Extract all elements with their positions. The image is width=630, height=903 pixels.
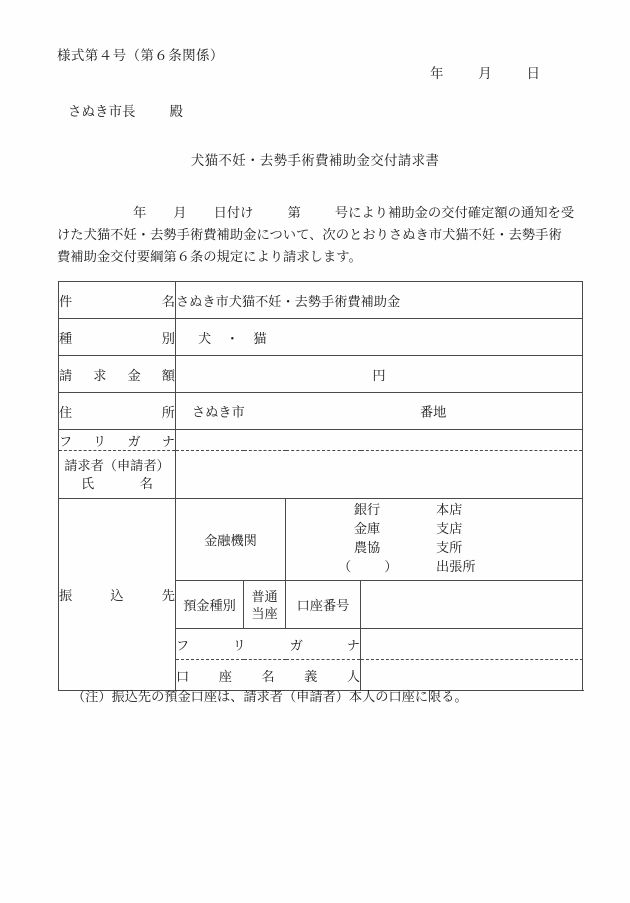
body-number-suffix: 号により補助金の交付確定額の通知を受 <box>334 205 575 220</box>
addressee-name: さぬき市長 <box>68 104 136 119</box>
table-row-address <box>59 393 583 430</box>
body-line-3: 費補助金交付要綱第６条の規定により請求します。 <box>57 249 362 264</box>
kind-value <box>176 319 583 356</box>
applicant-furigana-field[interactable] <box>176 430 583 451</box>
account-holder-label: 口座名義人 <box>176 660 361 691</box>
address-value-field[interactable] <box>176 393 583 430</box>
addressee-line <box>68 100 183 120</box>
bank-type-option-1[interactable]: 金庫 <box>353 521 381 536</box>
account-furigana-field[interactable] <box>361 629 583 660</box>
address-banchi-suffix: 番地 <box>420 404 447 420</box>
deposit-kind-option-toza[interactable]: 当座 <box>251 605 278 621</box>
body-number-prefix: 第 <box>287 205 301 220</box>
kind-option-dog[interactable]: 犬 <box>198 330 212 346</box>
applicant-name-label-line2: 氏名 <box>81 475 153 491</box>
date-year-label: 年 <box>430 66 444 81</box>
applicant-name-label <box>59 451 176 499</box>
transfer-destination-label: 振込先 <box>59 499 176 691</box>
form-number: 様式第４号（第６条関係） <box>57 48 224 63</box>
deposit-kind-option-futsu[interactable]: 普通 <box>251 588 278 604</box>
bank-branch-option-0[interactable]: 本店 <box>436 502 463 517</box>
kind-option-cat[interactable]: 猫 <box>253 330 268 346</box>
account-number-field[interactable] <box>361 581 583 629</box>
applicant-name-field[interactable] <box>176 451 583 499</box>
bank-branch-option-2[interactable]: 支所 <box>436 540 463 555</box>
table-row-applicant-furigana <box>59 430 583 451</box>
bank-type-option-2[interactable]: 農協 <box>353 540 381 555</box>
claim-form-table <box>58 281 583 691</box>
body-month-label: 月 <box>173 205 187 220</box>
table-row-amount <box>59 356 583 393</box>
date-day-label: 日 <box>526 66 540 81</box>
body-paragraph <box>57 202 584 268</box>
addressee-honorific: 殿 <box>169 104 183 119</box>
amount-label: 請求金額 <box>59 356 176 393</box>
subject-value: さぬき市犬猫不妊・去勢手術費補助金 <box>176 282 583 319</box>
kind-separator: ・ <box>225 330 240 346</box>
body-day-label: 日付け <box>213 205 254 220</box>
date-line <box>430 62 540 82</box>
bank-type-option-3[interactable]: （ ） <box>338 559 408 574</box>
body-line-2: けた犬猫不妊・去勢手術費補助金について、次のとおりさぬき市犬猫不妊・去勢手術 <box>57 227 562 242</box>
table-row-applicant-name <box>59 451 583 499</box>
account-number-label: 口座番号 <box>286 581 361 629</box>
table-row-subject <box>59 282 583 319</box>
bank-institution-field[interactable] <box>286 499 583 581</box>
applicant-furigana-label: フリガナ <box>59 430 176 451</box>
table-row-kind <box>59 319 583 356</box>
document-title: 犬猫不妊・去勢手術費補助金交付請求書 <box>190 153 440 168</box>
bank-branch-option-1[interactable]: 支店 <box>436 521 463 536</box>
kind-label: 種別 <box>59 319 176 356</box>
amount-unit: 円 <box>372 367 386 383</box>
bank-branch-options <box>436 500 498 576</box>
body-year-label: 年 <box>133 205 147 220</box>
deposit-kind-options <box>244 581 286 629</box>
address-label: 住所 <box>59 393 176 430</box>
applicant-name-label-line1: 請求者（申請者） <box>64 457 170 473</box>
amount-value-field[interactable] <box>176 356 583 393</box>
subject-label: 件名 <box>59 282 176 319</box>
bank-institution-label: 金融機関 <box>176 499 286 581</box>
address-city-prefix: さぬき市 <box>192 404 245 420</box>
account-furigana-label: フリガナ <box>176 629 361 660</box>
deposit-type-label: 預金種別 <box>176 581 244 629</box>
bank-branch-option-3[interactable]: 出張所 <box>436 559 476 574</box>
date-month-label: 月 <box>478 66 492 81</box>
table-row-bank-institution <box>59 499 583 581</box>
bank-type-option-0[interactable]: 銀行 <box>353 502 381 517</box>
form-note: （注）振込先の預金口座は、請求者（申請者）本人の口座に限る。 <box>72 689 468 704</box>
bank-type-options <box>338 500 408 576</box>
